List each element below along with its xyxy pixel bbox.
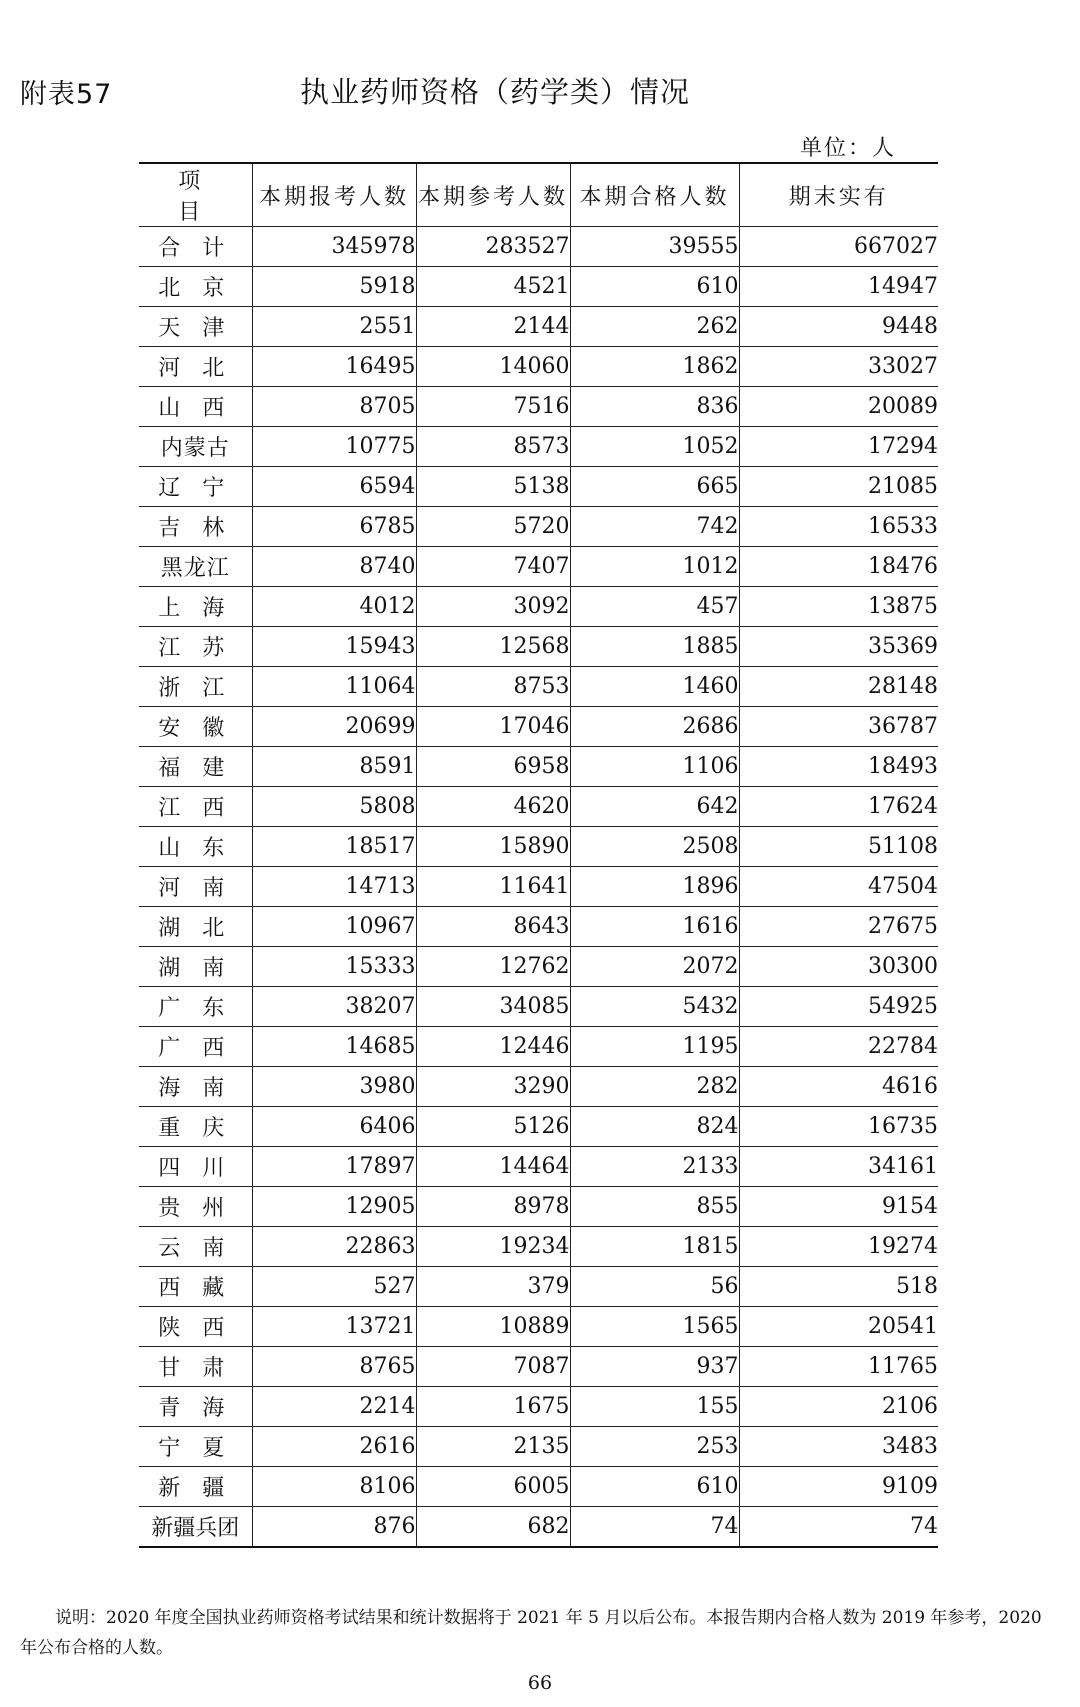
qualified-cell: 1815 — [570, 1227, 739, 1267]
region-cell: 北京 — [139, 267, 252, 307]
qualified-cell: 1862 — [570, 347, 739, 387]
table-row — [139, 1147, 938, 1187]
table-row — [139, 1107, 938, 1147]
registered-cell: 8591 — [252, 747, 416, 787]
region-cell: 宁夏 — [139, 1427, 252, 1467]
registered-cell: 345978 — [252, 227, 416, 267]
table-body — [139, 227, 938, 1547]
registered-cell: 20699 — [252, 707, 416, 747]
region-cell: 安徽 — [139, 707, 252, 747]
registered-cell: 876 — [252, 1507, 416, 1547]
participated-cell: 17046 — [416, 707, 570, 747]
region-cell: 江苏 — [139, 627, 252, 667]
region-cell: 浙江 — [139, 667, 252, 707]
participated-cell: 4521 — [416, 267, 570, 307]
qualified-cell: 253 — [570, 1427, 739, 1467]
qualified-cell: 665 — [570, 467, 739, 507]
statistics-table — [139, 162, 938, 1548]
table-row — [139, 747, 938, 787]
qualified-cell: 2508 — [570, 827, 739, 867]
qualified-cell: 855 — [570, 1187, 739, 1227]
page-number: 66 — [527, 1672, 553, 1694]
table-row — [139, 1387, 938, 1427]
table-row — [139, 467, 938, 507]
qualified-cell: 1195 — [570, 1027, 739, 1067]
participated-cell: 11641 — [416, 867, 570, 907]
registered-cell: 15943 — [252, 627, 416, 667]
end-total-cell: 3483 — [739, 1427, 938, 1467]
region-cell: 黑龙江 — [139, 547, 252, 587]
registered-cell: 6785 — [252, 507, 416, 547]
end-total-cell: 16533 — [739, 507, 938, 547]
table-row — [139, 347, 938, 387]
region-cell: 青海 — [139, 1387, 252, 1427]
end-total-cell: 4616 — [739, 1067, 938, 1107]
qualified-cell: 56 — [570, 1267, 739, 1307]
region-cell: 广东 — [139, 987, 252, 1027]
qualified-cell: 457 — [570, 587, 739, 627]
qualified-cell: 610 — [570, 1467, 739, 1507]
participated-cell: 19234 — [416, 1227, 570, 1267]
table-row — [139, 387, 938, 427]
end-total-cell: 2106 — [739, 1387, 938, 1427]
qualified-cell: 282 — [570, 1067, 739, 1107]
table-row — [139, 307, 938, 347]
end-total-cell: 11765 — [739, 1347, 938, 1387]
participated-cell: 1675 — [416, 1387, 570, 1427]
column-header-registered: 本期报考人数 — [252, 163, 416, 227]
end-total-cell: 20541 — [739, 1307, 938, 1347]
region-cell: 吉林 — [139, 507, 252, 547]
table-row — [139, 707, 938, 747]
qualified-cell: 1106 — [570, 747, 739, 787]
region-cell: 上海 — [139, 587, 252, 627]
registered-cell: 527 — [252, 1267, 416, 1307]
registered-cell: 4012 — [252, 587, 416, 627]
end-total-cell: 22784 — [739, 1027, 938, 1067]
region-cell: 福建 — [139, 747, 252, 787]
end-total-cell: 74 — [739, 1507, 938, 1547]
end-total-cell: 17294 — [739, 427, 938, 467]
qualified-cell: 824 — [570, 1107, 739, 1147]
registered-cell: 2551 — [252, 307, 416, 347]
registered-cell: 3980 — [252, 1067, 416, 1107]
registered-cell: 2214 — [252, 1387, 416, 1427]
region-cell: 合计 — [139, 227, 252, 267]
qualified-cell: 2133 — [570, 1147, 739, 1187]
table-row — [139, 1067, 938, 1107]
region-cell: 湖南 — [139, 947, 252, 987]
end-total-cell: 36787 — [739, 707, 938, 747]
qualified-cell: 742 — [570, 507, 739, 547]
qualified-cell: 610 — [570, 267, 739, 307]
registered-cell: 8740 — [252, 547, 416, 587]
region-cell: 陕西 — [139, 1307, 252, 1347]
end-total-cell: 9109 — [739, 1467, 938, 1507]
table-row — [139, 587, 938, 627]
participated-cell: 8753 — [416, 667, 570, 707]
registered-cell: 13721 — [252, 1307, 416, 1347]
table-row — [139, 1507, 938, 1547]
table-row — [139, 267, 938, 307]
table-row — [139, 1027, 938, 1067]
participated-cell: 6005 — [416, 1467, 570, 1507]
end-total-cell: 13875 — [739, 587, 938, 627]
registered-cell: 8106 — [252, 1467, 416, 1507]
total-row — [139, 227, 938, 267]
qualified-cell: 2686 — [570, 707, 739, 747]
end-total-cell: 667027 — [739, 227, 938, 267]
region-cell: 贵州 — [139, 1187, 252, 1227]
end-total-cell: 21085 — [739, 467, 938, 507]
qualified-cell: 1460 — [570, 667, 739, 707]
qualified-cell: 155 — [570, 1387, 739, 1427]
end-total-cell: 19274 — [739, 1227, 938, 1267]
registered-cell: 8765 — [252, 1347, 416, 1387]
participated-cell: 7407 — [416, 547, 570, 587]
region-cell: 河南 — [139, 867, 252, 907]
participated-cell: 10889 — [416, 1307, 570, 1347]
region-cell: 河北 — [139, 347, 252, 387]
table-row — [139, 867, 938, 907]
table-row — [139, 1307, 938, 1347]
region-cell: 江西 — [139, 787, 252, 827]
qualified-cell: 2072 — [570, 947, 739, 987]
end-total-cell: 518 — [739, 1267, 938, 1307]
registered-cell: 14685 — [252, 1027, 416, 1067]
participated-cell: 12568 — [416, 627, 570, 667]
participated-cell: 7516 — [416, 387, 570, 427]
participated-cell: 4620 — [416, 787, 570, 827]
qualified-cell: 1565 — [570, 1307, 739, 1347]
region-cell: 山东 — [139, 827, 252, 867]
registered-cell: 16495 — [252, 347, 416, 387]
registered-cell: 11064 — [252, 667, 416, 707]
table-id: 附表57 — [20, 79, 113, 110]
table-row — [139, 667, 938, 707]
participated-cell: 2135 — [416, 1427, 570, 1467]
participated-cell: 5126 — [416, 1107, 570, 1147]
table-row — [139, 827, 938, 867]
registered-cell: 15333 — [252, 947, 416, 987]
region-cell: 新疆 — [139, 1467, 252, 1507]
end-total-cell: 30300 — [739, 947, 938, 987]
end-total-cell: 51108 — [739, 827, 938, 867]
region-cell: 辽宁 — [139, 467, 252, 507]
end-total-cell: 33027 — [739, 347, 938, 387]
region-cell: 西藏 — [139, 1267, 252, 1307]
registered-cell: 10775 — [252, 427, 416, 467]
registered-cell: 10967 — [252, 907, 416, 947]
registered-cell: 14713 — [252, 867, 416, 907]
end-total-cell: 47504 — [739, 867, 938, 907]
end-total-cell: 35369 — [739, 627, 938, 667]
qualified-cell: 1012 — [570, 547, 739, 587]
region-cell: 内蒙古 — [139, 427, 252, 467]
end-total-cell: 14947 — [739, 267, 938, 307]
qualified-cell: 1052 — [570, 427, 739, 467]
participated-cell: 5720 — [416, 507, 570, 547]
registered-cell: 5918 — [252, 267, 416, 307]
participated-cell: 34085 — [416, 987, 570, 1027]
end-total-cell: 18476 — [739, 547, 938, 587]
region-cell: 四川 — [139, 1147, 252, 1187]
qualified-cell: 39555 — [570, 227, 739, 267]
region-cell: 天津 — [139, 307, 252, 347]
participated-cell: 6958 — [416, 747, 570, 787]
table-row — [139, 1187, 938, 1227]
column-header-item: 项 目 — [139, 163, 252, 227]
table-row — [139, 1347, 938, 1387]
qualified-cell: 5432 — [570, 987, 739, 1027]
table-row — [139, 427, 938, 467]
page-title: 执业药师资格（药学类）情况 — [300, 75, 691, 109]
table-row — [139, 507, 938, 547]
end-total-cell: 34161 — [739, 1147, 938, 1187]
region-cell: 海南 — [139, 1067, 252, 1107]
participated-cell: 12446 — [416, 1027, 570, 1067]
participated-cell: 8573 — [416, 427, 570, 467]
column-header-qualified: 本期合格人数 — [570, 163, 739, 227]
participated-cell: 682 — [416, 1507, 570, 1547]
end-total-cell: 16735 — [739, 1107, 938, 1147]
end-total-cell: 54925 — [739, 987, 938, 1027]
qualified-cell: 1616 — [570, 907, 739, 947]
region-cell: 甘肃 — [139, 1347, 252, 1387]
participated-cell: 2144 — [416, 307, 570, 347]
table-row — [139, 1267, 938, 1307]
end-total-cell: 27675 — [739, 907, 938, 947]
qualified-cell: 1885 — [570, 627, 739, 667]
table-row — [139, 547, 938, 587]
participated-cell: 14060 — [416, 347, 570, 387]
end-total-cell: 18493 — [739, 747, 938, 787]
region-cell: 新疆兵团 — [139, 1507, 252, 1547]
region-cell: 广西 — [139, 1027, 252, 1067]
participated-cell: 3290 — [416, 1067, 570, 1107]
participated-cell: 7087 — [416, 1347, 570, 1387]
participated-cell: 8643 — [416, 907, 570, 947]
participated-cell: 379 — [416, 1267, 570, 1307]
region-cell: 重庆 — [139, 1107, 252, 1147]
region-cell: 云南 — [139, 1227, 252, 1267]
table-row — [139, 787, 938, 827]
table-row — [139, 987, 938, 1027]
registered-cell: 8705 — [252, 387, 416, 427]
qualified-cell: 937 — [570, 1347, 739, 1387]
participated-cell: 3092 — [416, 587, 570, 627]
registered-cell: 22863 — [252, 1227, 416, 1267]
table-row — [139, 1427, 938, 1467]
qualified-cell: 262 — [570, 307, 739, 347]
qualified-cell: 836 — [570, 387, 739, 427]
registered-cell: 6406 — [252, 1107, 416, 1147]
participated-cell: 283527 — [416, 227, 570, 267]
participated-cell: 15890 — [416, 827, 570, 867]
end-total-cell: 9448 — [739, 307, 938, 347]
registered-cell: 12905 — [252, 1187, 416, 1227]
end-total-cell: 28148 — [739, 667, 938, 707]
end-total-cell: 17624 — [739, 787, 938, 827]
table-row — [139, 907, 938, 947]
registered-cell: 18517 — [252, 827, 416, 867]
qualified-cell: 642 — [570, 787, 739, 827]
registered-cell: 5808 — [252, 787, 416, 827]
column-header-participated: 本期参考人数 — [416, 163, 570, 227]
column-header-end-total: 期末实有 — [739, 163, 938, 227]
qualified-cell: 1896 — [570, 867, 739, 907]
qualified-cell: 74 — [570, 1507, 739, 1547]
participated-cell: 12762 — [416, 947, 570, 987]
table-header-row — [139, 163, 938, 227]
registered-cell: 6594 — [252, 467, 416, 507]
end-total-cell: 9154 — [739, 1187, 938, 1227]
footnote: 说明：2020 年度全国执业药师资格考试结果和统计数据将于 2021 年 5 月以后公布。本报告期内合格人数为 2019 年参考，2020 年公布合格的人数。 — [20, 1608, 1042, 1658]
participated-cell: 14464 — [416, 1147, 570, 1187]
registered-cell: 17897 — [252, 1147, 416, 1187]
table-row — [139, 627, 938, 667]
registered-cell: 2616 — [252, 1427, 416, 1467]
participated-cell: 8978 — [416, 1187, 570, 1227]
table-row — [139, 1227, 938, 1267]
region-cell: 山西 — [139, 387, 252, 427]
table-row — [139, 947, 938, 987]
unit-label: 单位：人 — [800, 136, 897, 161]
participated-cell: 5138 — [416, 467, 570, 507]
table-row — [139, 1467, 938, 1507]
end-total-cell: 20089 — [739, 387, 938, 427]
region-cell: 湖北 — [139, 907, 252, 947]
registered-cell: 38207 — [252, 987, 416, 1027]
